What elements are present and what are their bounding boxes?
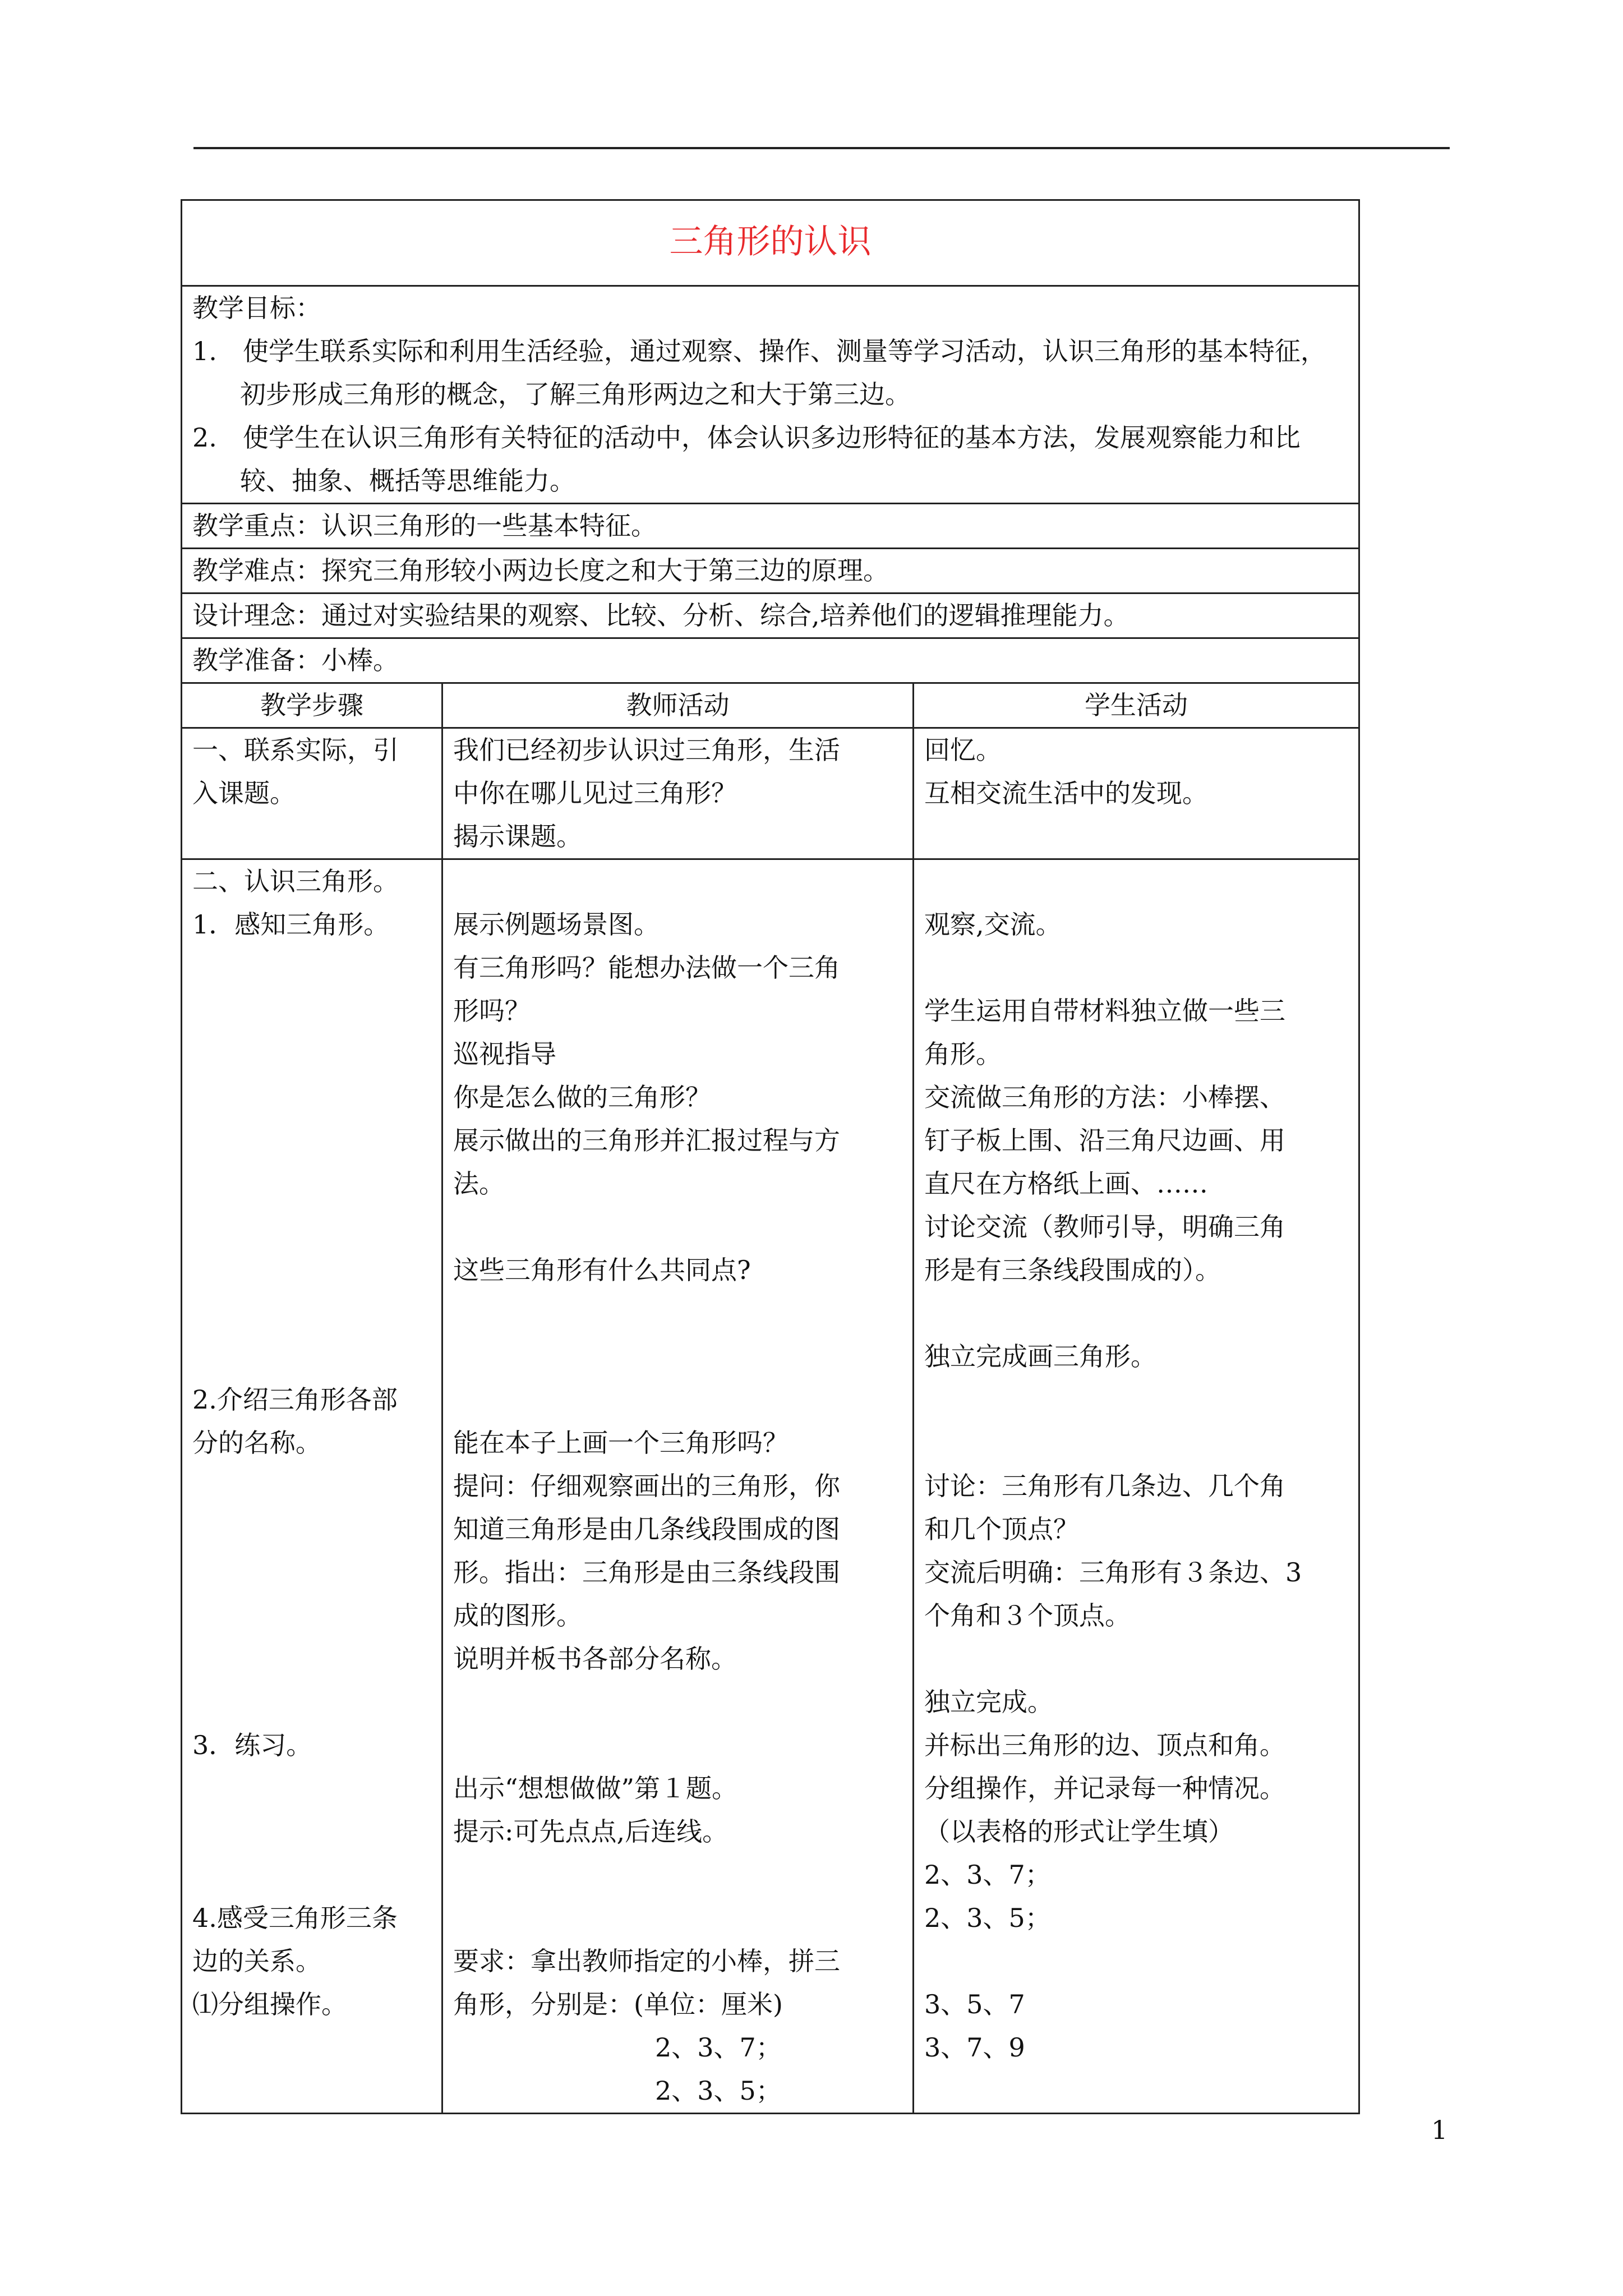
column-header-teacher: 教师活动 bbox=[442, 683, 914, 728]
teacher-line: 揭示课题。 bbox=[453, 821, 582, 852]
teacher-line: 展示例题场景图。 bbox=[453, 909, 660, 940]
step-line: 入课题。 bbox=[192, 778, 296, 808]
student-line: 独立完成。 bbox=[924, 1687, 1053, 1717]
step-line: 一、联系实际，引 bbox=[192, 735, 399, 765]
title-cell bbox=[182, 200, 1359, 286]
student-line: 学生运用自带材料独立做一些三 bbox=[924, 996, 1285, 1026]
objective-item: 2. 使学生在认识三角形有关特征的活动中，体会认识多边形特征的基本方法，发展观察能力和比较、抽象、概括等思维能力。 bbox=[192, 422, 1301, 496]
teacher-line: 知道三角形是由几条线段围成的图 bbox=[453, 1514, 840, 1544]
design-concept: 设计理念：通过对实验结果的观察、比较、分析、综合,培养他们的逻辑推理能力。 bbox=[192, 600, 1129, 631]
step-line: 3．练习。 bbox=[192, 1730, 312, 1760]
row2-step bbox=[182, 859, 442, 2114]
document-title: 三角形的认识 bbox=[669, 222, 872, 261]
student-line: 并标出三角形的边、顶点和角。 bbox=[924, 1730, 1285, 1760]
teaching-materials: 教学准备：小棒。 bbox=[192, 645, 399, 675]
student-line: （以表格的形式让学生填） bbox=[924, 1816, 1234, 1847]
teacher-line: 角形，分别是：(单位：厘米) bbox=[453, 1989, 783, 2019]
lesson-plan-table bbox=[181, 199, 1360, 2114]
row1-teacher bbox=[442, 728, 914, 859]
student-line: 3、7、9 bbox=[924, 2032, 1025, 2063]
teacher-line: 巡视指导 bbox=[453, 1039, 556, 1069]
student-line: 讨论交流（教师引导，明确三角 bbox=[924, 1212, 1285, 1242]
student-line: 角形。 bbox=[924, 1039, 1002, 1069]
student-line: 个角和３个顶点。 bbox=[924, 1600, 1131, 1631]
header-rule bbox=[193, 147, 1450, 149]
teaching-difficulty: 教学难点：探究三角形较小两边长度之和大于第三边的原理。 bbox=[192, 555, 889, 586]
student-line: 3、5、7 bbox=[924, 1989, 1025, 2019]
teacher-line: 我们已经初步认识过三角形，生活 bbox=[453, 735, 840, 765]
step-line: 二、认识三角形。 bbox=[192, 866, 399, 896]
teacher-line: 提示:可先点点,后连线。 bbox=[453, 1816, 728, 1847]
row2-student bbox=[914, 859, 1359, 2114]
column-header-student: 学生活动 bbox=[914, 683, 1359, 728]
teacher-line: 你是怎么做的三角形？ bbox=[453, 1082, 711, 1112]
student-line: 直尺在方格纸上画、…… bbox=[924, 1168, 1208, 1199]
student-line: 钉子板上围、沿三角尺边画、用 bbox=[924, 1125, 1285, 1156]
step-line: ⑴分组操作。 bbox=[192, 1989, 347, 2019]
teacher-line: 有三角形吗？能想办法做一个三角 bbox=[453, 953, 840, 983]
student-line: 观察,交流。 bbox=[924, 909, 1062, 940]
difficulty-cell bbox=[182, 549, 1359, 593]
concept-cell bbox=[182, 593, 1359, 638]
teacher-line: 中你在哪儿见过三角形？ bbox=[453, 778, 737, 808]
step-line: 2.介绍三角形各部 bbox=[192, 1384, 398, 1415]
student-line: 独立完成画三角形。 bbox=[924, 1341, 1156, 1372]
teacher-line: 法。 bbox=[453, 1168, 505, 1199]
teacher-line: 能在本子上画一个三角形吗？ bbox=[453, 1428, 789, 1458]
teacher-line: 形吗？ bbox=[453, 996, 531, 1026]
row1-student bbox=[914, 728, 1359, 859]
student-line: 2、3、7； bbox=[924, 1860, 1051, 1890]
teacher-line: 2、3、7； bbox=[655, 2032, 782, 2063]
materials-cell bbox=[182, 638, 1359, 683]
row1-step bbox=[182, 728, 442, 859]
column-header-steps: 教学步骤 bbox=[182, 683, 442, 728]
student-line: 讨论：三角形有几条边、几个角 bbox=[924, 1471, 1285, 1501]
student-line: 交流做三角形的方法：小棒摆、 bbox=[924, 1082, 1285, 1112]
objectives-cell bbox=[182, 286, 1359, 504]
objective-item: 1. 使学生联系实际和利用生活经验，通过观察、操作、测量等学习活动，认识三角形的基本特征，初步形成三角形的概念，了解三角形两边之和大于第三边。 bbox=[192, 336, 1326, 409]
student-line: 2、3、5； bbox=[924, 1903, 1051, 1933]
teacher-line: 成的图形。 bbox=[453, 1600, 582, 1631]
teacher-line: 提问：仔细观察画出的三角形，你 bbox=[453, 1471, 840, 1501]
teaching-focus: 教学重点：认识三角形的一些基本特征。 bbox=[192, 510, 657, 541]
step-line: 分的名称。 bbox=[192, 1428, 321, 1458]
step-line: 边的关系。 bbox=[192, 1946, 321, 1976]
student-line: 形是有三条线段围成的）。 bbox=[924, 1255, 1221, 1285]
student-line: 回忆。 bbox=[924, 735, 1002, 765]
focus-cell bbox=[182, 504, 1359, 549]
teacher-line: 展示做出的三角形并汇报过程与方 bbox=[453, 1125, 840, 1156]
step-line: 1．感知三角形。 bbox=[192, 909, 390, 940]
teacher-line: 出示“想想做做”第１题。 bbox=[453, 1773, 738, 1803]
row2-teacher bbox=[442, 859, 914, 2114]
teacher-line: 要求：拿出教师指定的小棒，拼三 bbox=[453, 1946, 840, 1976]
student-line: 和几个顶点？ bbox=[924, 1514, 1079, 1544]
step-line: 4.感受三角形三条 bbox=[192, 1903, 398, 1933]
teacher-line: 2、3、5； bbox=[655, 2076, 782, 2106]
teacher-line: 形。指出：三角形是由三条线段围 bbox=[453, 1557, 840, 1588]
objectives-heading: 教学目标： bbox=[192, 293, 321, 323]
teacher-line: 这些三角形有什么共同点? bbox=[453, 1255, 751, 1285]
page-number: 1 bbox=[1431, 2115, 1448, 2145]
teacher-line: 说明并板书各部分名称。 bbox=[453, 1644, 737, 1674]
student-line: 分组操作，并记录每一种情况。 bbox=[924, 1773, 1285, 1803]
student-line: 交流后明确：三角形有３条边、3 bbox=[924, 1557, 1302, 1588]
student-line: 互相交流生活中的发现。 bbox=[924, 778, 1208, 808]
